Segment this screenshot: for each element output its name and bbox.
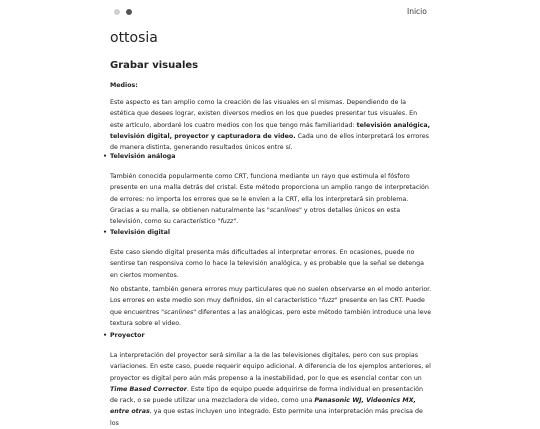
section-heading-digital-tv: • Televisión digital xyxy=(110,229,170,236)
site-title[interactable]: ottosia xyxy=(110,30,158,46)
digital-tv-paragraph-1: Este caso siendo digital presenta más dificultades al interpretar errores. En ocasiones, puede no sentirse tan responsiva como lo hace la televisión analógica, y es probable que la señal se detenga en ciertos momentos. xyxy=(110,249,425,279)
section-heading-projector: • Proyector xyxy=(110,332,145,339)
projector-paragraph: La interpretación del proyector será similar a la de las televisiones digitales, pero con sus propias variaciones. En este caso, puede requerir equipo adicional. A diferencia de los ejemplos anteriores, el proyector es digital pero aún más propenso a la inestabilidad, por lo que es esencial contar con un Time Based Corrector. Este tipo de equipo puede adquirirse de forma individual en presentación de rack, o se puede utilizar una mezcladora de video, como una Panasonic WJ, Videonics MX, entre otras, ya que estas incluyen uno integrado. Esto permite una interpretación más precisa de los xyxy=(110,352,431,427)
analog-tv-paragraph: También conocida popularmente como CRT, funciona mediante un rayo que estimula el fósforo presente en una malla detrás del cristal. Este método proporciona un amplio rango de interpretación de errores: no importa los errores que se le envíen a la CRT, ella los interpretará sin problema. Gracias a su malla, se obtienen naturalmente las "scanlines" y otros detalles únicos en esta televisión, como su característico "fuzz". xyxy=(110,173,429,226)
section-heading-analog-tv: • Televisión análoga xyxy=(110,153,176,160)
post-title: Grabar visuales xyxy=(110,60,199,71)
medios-label: Medios: xyxy=(110,82,138,89)
intro-paragraph: Este aspecto es tan amplio como la creación de las visuales en sí mismas. Dependiendo de la estética que desees lograr, existen diversos medios en los que puedes presentar tus visuales. En este artículo, abordaré los cuatro medios con los que tengo más familiaridad: televisión analógica, televisión digital, proyector y capturadora de video. Cada uno de ellos interpretará los errores de manera distinta, generando resultados únicos entre sí. xyxy=(110,99,430,152)
top-bar xyxy=(0,0,540,26)
dot-indicator[interactable] xyxy=(114,9,120,15)
digital-tv-paragraph-2: No obstante, también genera errores muy particulares que no suelen observarse en el modo anterior. Los errores en este medio son muy definidos, sin el característico "fuzz" presente en las CRT. Puede que encuentres "scanlines" diferentes a las analógicas, pero este método también introduce una leve textura sobre el video. xyxy=(110,286,432,327)
dot-indicator-active[interactable] xyxy=(126,9,132,15)
nav-home-link[interactable]: Inicio xyxy=(407,7,427,16)
slider-dots xyxy=(114,9,132,15)
